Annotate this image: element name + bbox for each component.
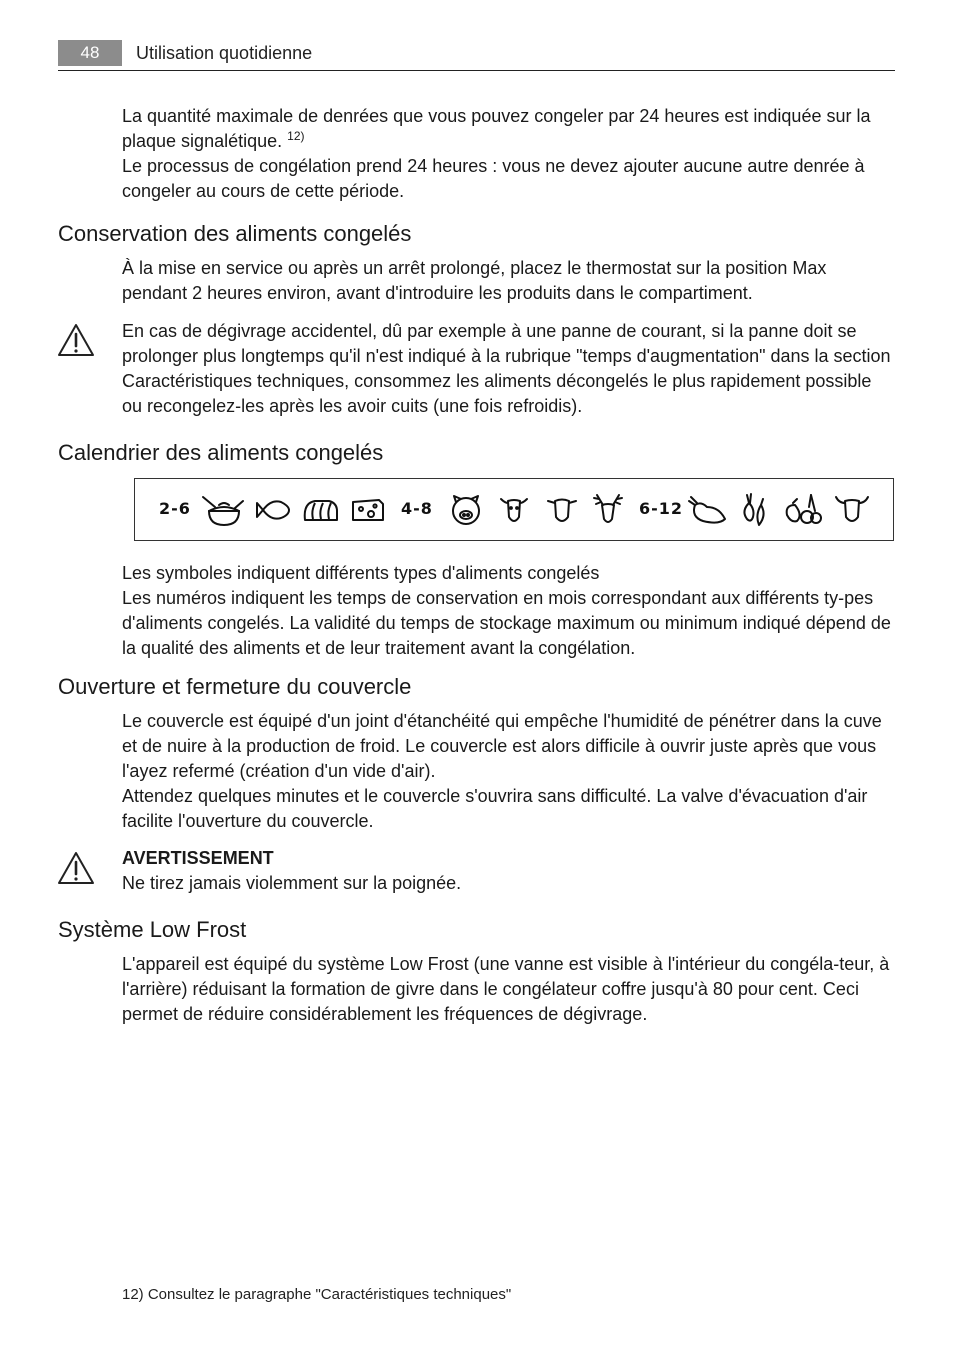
heading-couvercle: Ouverture et fermeture du couvercle xyxy=(58,674,412,699)
lowfrost-text: L'appareil est équipé du système Low Frost (une vanne est visible à l'intérieur du congéla-teur, à l'arrière) réduisant la formation de givre dans le congélateur coffre jusqu'à 80 pour cent. Ceci permet de réduire considérablement les fréquences de dégivrage. xyxy=(122,954,890,1024)
calf-icon xyxy=(545,491,579,529)
bread-icon xyxy=(301,491,339,529)
storage-months-group-3: 6-12 xyxy=(639,499,684,518)
intro-text: La quantité maximale de denrées que vous pouvez congeler par 24 heures est indiquée sur la xyxy=(122,106,871,126)
heading-lowfrost: Système Low Frost xyxy=(58,917,247,942)
cheese-icon xyxy=(349,491,387,529)
couvercle-text xyxy=(122,709,894,834)
poultry-icon xyxy=(685,491,727,529)
warning-title: AVERTISSEMENT xyxy=(122,848,274,868)
fish-icon xyxy=(255,491,291,529)
couvercle-text-1: Le couvercle est équipé d'un joint d'étanchéité qui empêche l'humidité de pénétrer dans la cuve et de nuire à la production de froid. Le couvercle est alors difficile à ouvrir juste après que vous l'ayez refermé (création d'un vide d'air). xyxy=(122,711,882,781)
beef-icon xyxy=(833,491,871,529)
vegetables-icon xyxy=(739,491,771,529)
conservation-text: À la mise en service ou après un arrêt prolongé, placez le thermostat sur la position Max pendant 2 heures environ, avant d'introduire les produits dans le compartiment. xyxy=(122,258,827,303)
conservation-warning: En cas de dégivrage accidentel, dû par exemple à une panne de courant, si la panne doit se prolonger plus longtemps qu'il n'est indiqué à la rubrique "temps d'augmentation" dans la section Caractéristiques techniques, consommez les aliments décongelés le plus rapidement possible ou recongelez-les après les avoir cuits (une fois refroidis). xyxy=(122,321,891,416)
footnote-ref[interactable]: 12) xyxy=(287,129,305,143)
header-title: Utilisation quotidienne xyxy=(136,43,313,63)
pig-icon xyxy=(449,491,483,529)
warning-text: Ne tirez jamais violemment sur la poignée. xyxy=(122,873,462,893)
deer-icon xyxy=(591,491,625,529)
page-header xyxy=(58,40,895,71)
calendrier-text-1: Les symboles indiquent différents types d'aliments congelés xyxy=(122,563,600,583)
cooked-dish-icon xyxy=(199,491,249,529)
storage-months-group-2: 4-8 xyxy=(401,499,433,518)
warning-triangle-icon xyxy=(57,851,95,885)
calendrier-text-2: Les numéros indiquent les temps de conservation en mois correspondant aux différents ty-pes d'aliments congelés. La validité du temps de stockage maximum ou minimum indiqué dépend de la qualité des aliments et de leur traitement avant la congélation. xyxy=(122,588,891,658)
intro-period: . xyxy=(277,131,283,151)
calendrier-text xyxy=(122,561,894,661)
couvercle-warning xyxy=(122,846,894,896)
couvercle-text-2: Attendez quelques minutes et le couvercle s'ouvrira sans difficulté. La valve d'évacuation d'air facilite l'ouverture du couvercle. xyxy=(122,786,868,831)
heading-conservation: Conservation des aliments congelés xyxy=(58,221,412,246)
plaque-link[interactable]: plaque signalétique xyxy=(122,131,278,151)
page-number: 48 xyxy=(58,40,122,66)
storage-months-group-1: 2-6 xyxy=(159,499,191,518)
intro-block xyxy=(122,104,894,204)
food-symbols-box xyxy=(134,478,894,541)
intro-paragraph-2: Le processus de congélation prend 24 heures : vous ne devez ajouter aucune autre denrée à congeler au cours de cette période. xyxy=(122,156,865,201)
heading-calendrier: Calendrier des aliments congelés xyxy=(58,440,384,465)
footnote: 12) Consultez le paragraphe "Caractéristiques techniques" xyxy=(122,1286,512,1303)
intro-paragraph-1 xyxy=(122,104,894,154)
sheep-icon xyxy=(497,491,531,529)
warning-triangle-icon xyxy=(57,323,95,357)
fruit-icon xyxy=(783,491,823,529)
